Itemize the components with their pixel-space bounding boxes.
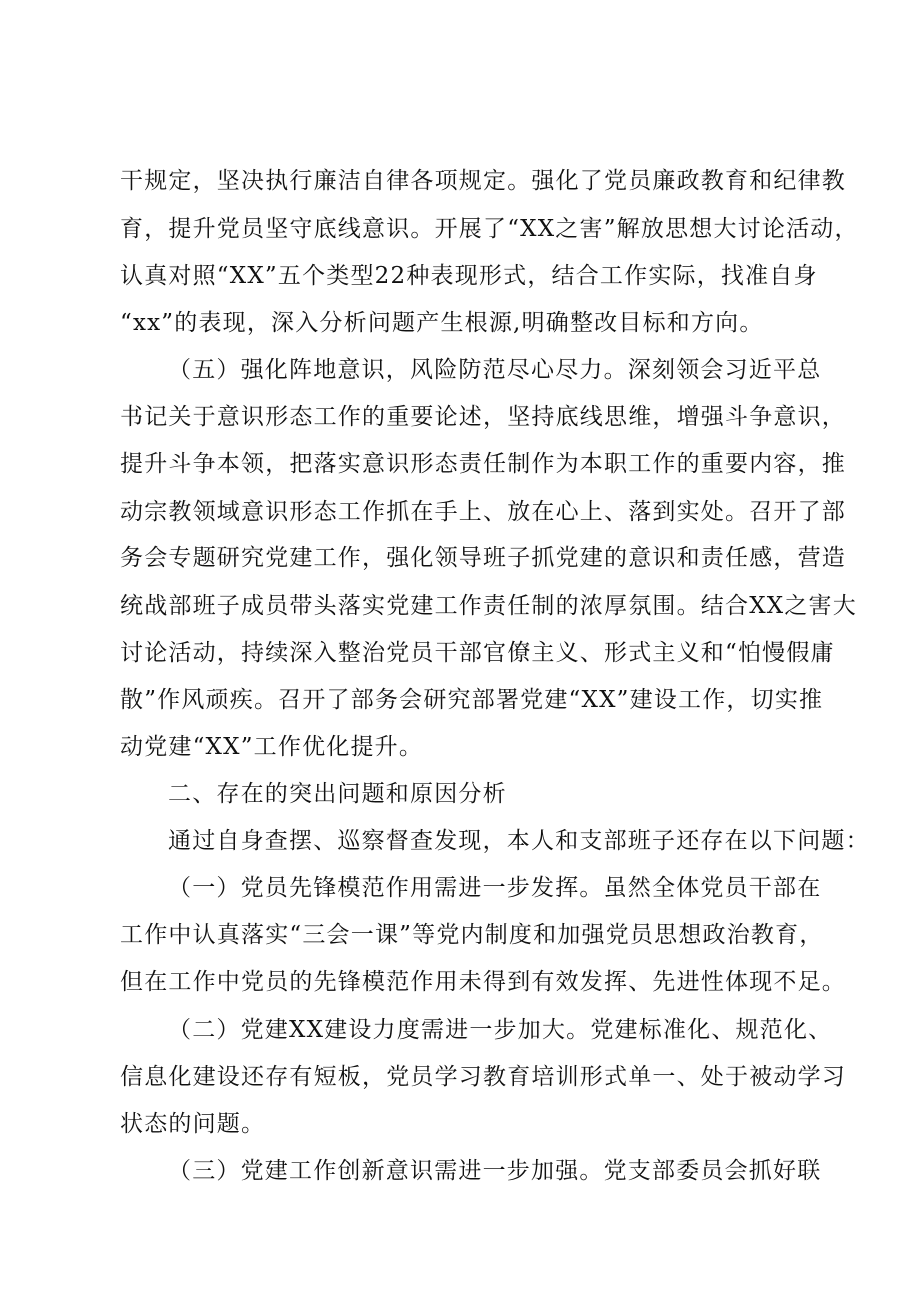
paragraph-line: 动宗教领域意识形态工作抓在手上、放在心上、落到实处。召开了部 — [120, 499, 846, 525]
paragraph-line: 但在工作中党员的先锋模范作用未得到有效发挥、先进性体现不足。 — [120, 969, 846, 995]
paragraph-line: 认真对照“XX”五个类型22种表现形式，结合工作实际，找准自身 — [120, 263, 818, 289]
paragraph-line: 提升斗争本领，把落实意识形态责任制作为本职工作的重要内容，推 — [120, 451, 846, 477]
paragraph-line: 干规定，坚决执行廉洁自律各项规定。强化了党员廉政教育和纪律教 — [120, 168, 846, 194]
paragraph-line: 散”作风顽疾。召开了部务会研究部署党建“XX”建设工作，切实推 — [120, 687, 824, 713]
paragraph-line: 状态的问题。 — [120, 1111, 266, 1137]
issue-three-heading: （三）党建工作创新意识需进一步加强。党支部委员会抓好联 — [168, 1158, 822, 1184]
paragraph-line: 育，提升党员坚守底线意识。开展了“XX之害”解放思想大讨论活动， — [120, 216, 859, 242]
section-five-heading: （五）强化阵地意识，风险防范尽心尽力。深刻领会习近平总 — [168, 357, 822, 383]
section-two-heading: 二、存在的突出问题和原因分析 — [168, 781, 507, 807]
paragraph-line: 统战部班子成员带头落实党建工作责任制的浓厚氛围。结合XX之害大 — [120, 593, 857, 619]
paragraph-line: 信息化建设还存有短板，党员学习教育培训形式单一、处于被动学习 — [120, 1064, 846, 1090]
paragraph-line: “xx”的表现，深入分析问题产生根源,明确整改目标和方向。 — [120, 310, 764, 336]
issue-one-heading: （一）党员先锋模范作用需进一步发挥。虽然全体党员干部在 — [168, 875, 822, 901]
paragraph-line: 务会专题研究党建工作，强化领导班子抓党建的意识和责任感，营造 — [120, 545, 846, 571]
paragraph-line: 动党建“XX”工作优化提升。 — [120, 734, 424, 760]
issue-two-heading: （二）党建XX建设力度需进一步加大。党建标准化、规范化、 — [168, 1017, 833, 1043]
paragraph-line: 通过自身查摆、巡察督查发现，本人和支部班子还存在以下问题： — [168, 828, 870, 854]
paragraph-line: 工作中认真落实“三会一课”等党内制度和加强党员思想政治教育， — [120, 922, 824, 948]
paragraph-line: 书记关于意识形态工作的重要论述，坚持底线思维，增强斗争意识， — [120, 404, 846, 430]
paragraph-line: 讨论活动，持续深入整治党员干部官僚主义、形式主义和“怕慢假庸 — [120, 640, 835, 666]
